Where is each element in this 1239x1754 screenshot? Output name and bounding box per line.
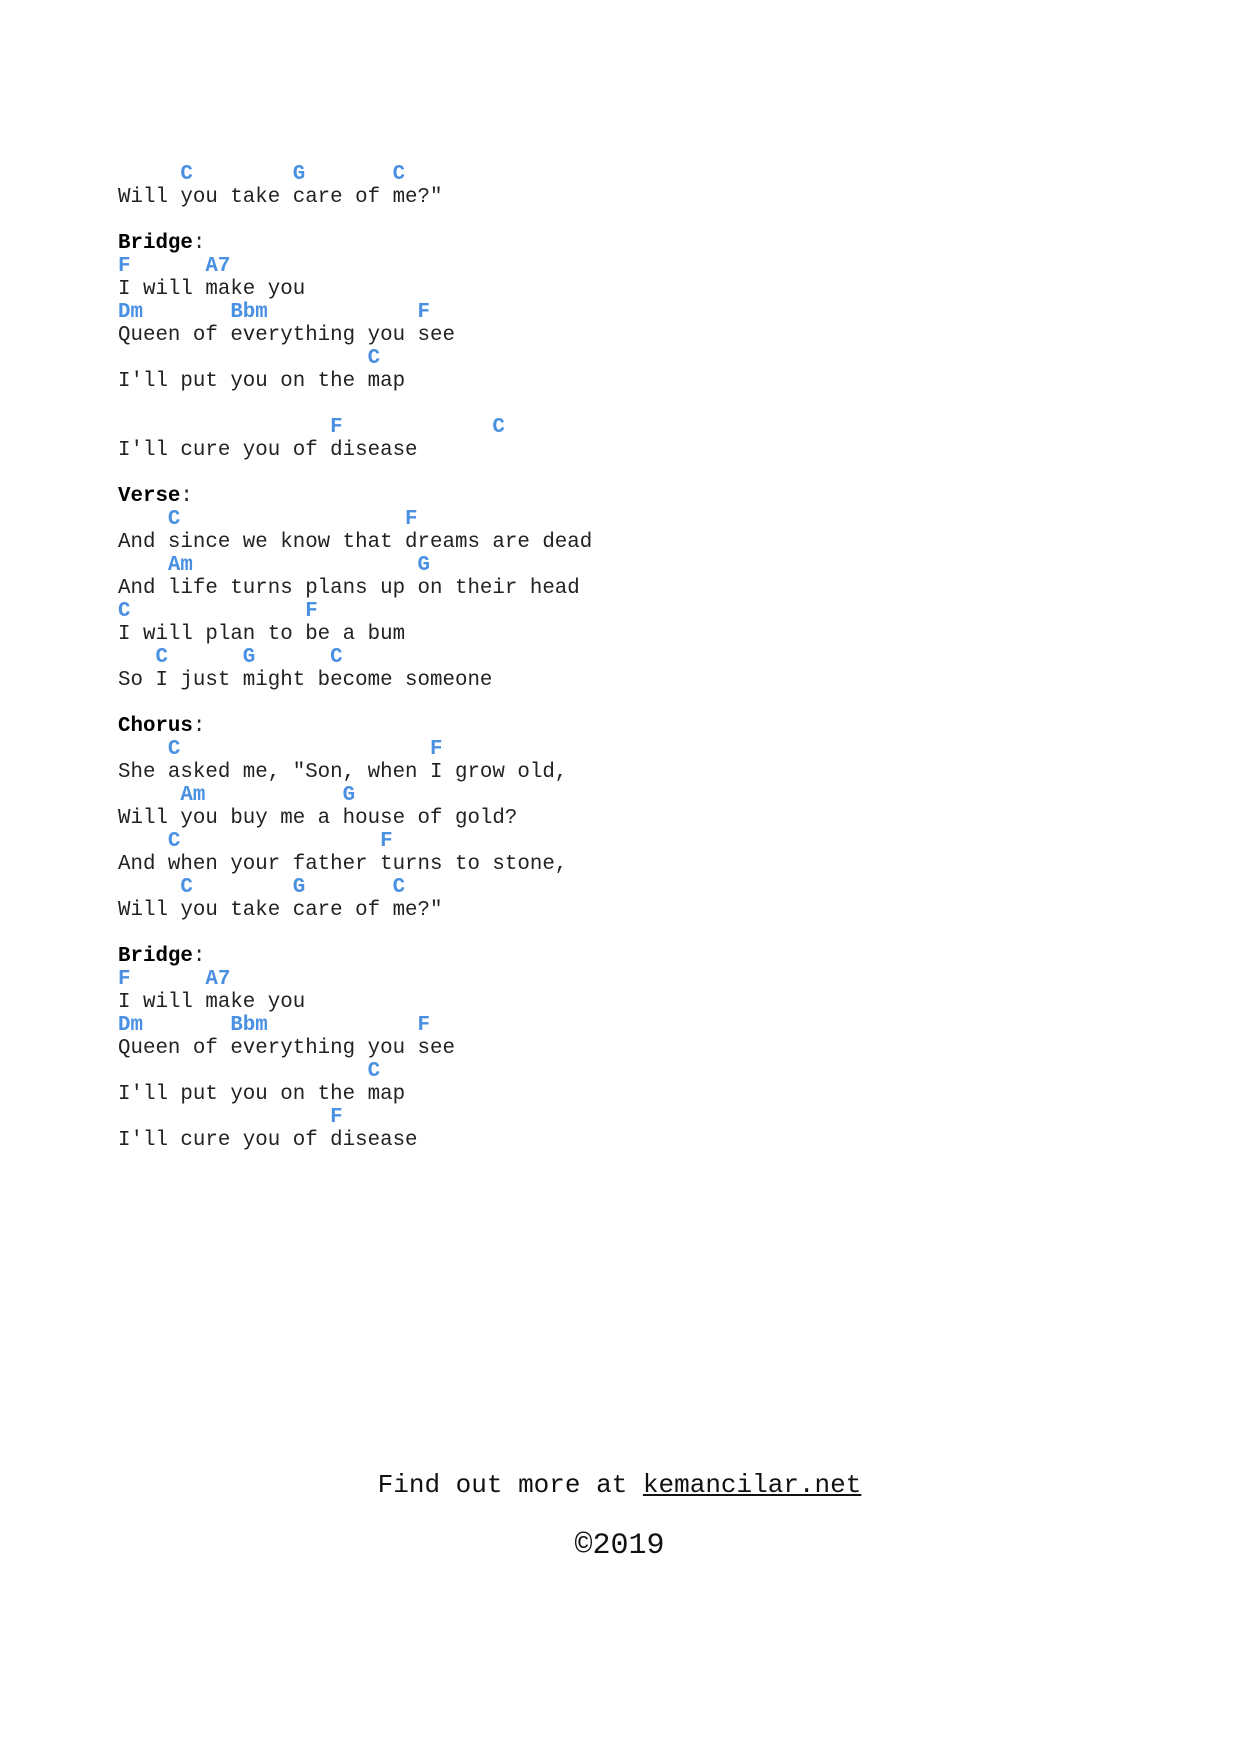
- copyright-notice: ©2019: [574, 1529, 665, 1563]
- lyric-line: I'll put you on the map: [118, 370, 406, 393]
- section-heading-label: Bridge: [118, 945, 193, 968]
- section-heading: [118, 485, 592, 508]
- blank-line: [118, 393, 592, 416]
- chord-line: C G C: [118, 163, 406, 186]
- lyric-line: Will you take care of me?": [118, 186, 443, 209]
- section-heading-colon: :: [192, 945, 206, 968]
- blank-line: [118, 209, 592, 232]
- chord-line: F A7: [118, 255, 231, 278]
- lyric-line: I will make you: [118, 278, 306, 301]
- footer-prefix: Find out more at: [377, 1470, 643, 1500]
- section-heading-label: Bridge: [118, 232, 193, 255]
- section-heading-colon: :: [192, 232, 206, 255]
- chord-line: Am G: [118, 784, 356, 807]
- lyric-line: So I just might become someone: [118, 669, 493, 692]
- section-heading-label: Chorus: [118, 715, 193, 738]
- lyric-line: I'll cure you of disease: [118, 439, 418, 462]
- blank-line: [118, 692, 592, 715]
- chord-line: F: [118, 1106, 343, 1129]
- chord-line: C G C: [118, 876, 406, 899]
- song-sheet: [118, 163, 592, 1152]
- chord-line: F A7: [118, 968, 231, 991]
- lyric-line: She asked me, "Son, when I grow old,: [118, 761, 568, 784]
- section-heading-label: Verse: [118, 485, 181, 508]
- section-heading-colon: :: [192, 715, 206, 738]
- lyric-line: Queen of everything you see: [118, 324, 455, 347]
- lyric-line: Will you buy me a house of gold?: [118, 807, 518, 830]
- chord-line: C: [118, 347, 381, 370]
- lyric-line: Queen of everything you see: [118, 1037, 455, 1060]
- chord-line: C F: [118, 600, 318, 623]
- chord-line: C G C: [118, 646, 343, 669]
- chord-line: F C: [118, 416, 505, 439]
- chord-line: Am G: [118, 554, 431, 577]
- lyric-line: And since we know that dreams are dead: [118, 531, 593, 554]
- chord-line: Dm Bbm F: [118, 301, 431, 324]
- lyric-line: I will plan to be a bum: [118, 623, 406, 646]
- chord-line: C F: [118, 830, 393, 853]
- chord-line: C F: [118, 738, 443, 761]
- lyric-line: And life turns plans up on their head: [118, 577, 580, 600]
- footer-link[interactable]: kemancilar.net: [642, 1470, 862, 1500]
- lyric-line: Will you take care of me?": [118, 899, 443, 922]
- chord-line: C F: [118, 508, 418, 531]
- lyric-line: I'll cure you of disease: [118, 1129, 418, 1152]
- chord-line: C: [118, 1060, 381, 1083]
- lyric-line: And when your father turns to stone,: [118, 853, 568, 876]
- section-heading: [118, 232, 592, 255]
- blank-line: [118, 922, 592, 945]
- lyric-line: I will make you: [118, 991, 306, 1014]
- page-footer: [0, 1468, 1239, 1566]
- section-heading-colon: :: [180, 485, 193, 508]
- chord-line: Dm Bbm F: [118, 1014, 431, 1037]
- section-heading: [118, 715, 592, 738]
- footer-line: [0, 1468, 1239, 1502]
- section-heading: [118, 945, 592, 968]
- blank-line: [118, 462, 592, 485]
- lyric-line: I'll put you on the map: [118, 1083, 406, 1106]
